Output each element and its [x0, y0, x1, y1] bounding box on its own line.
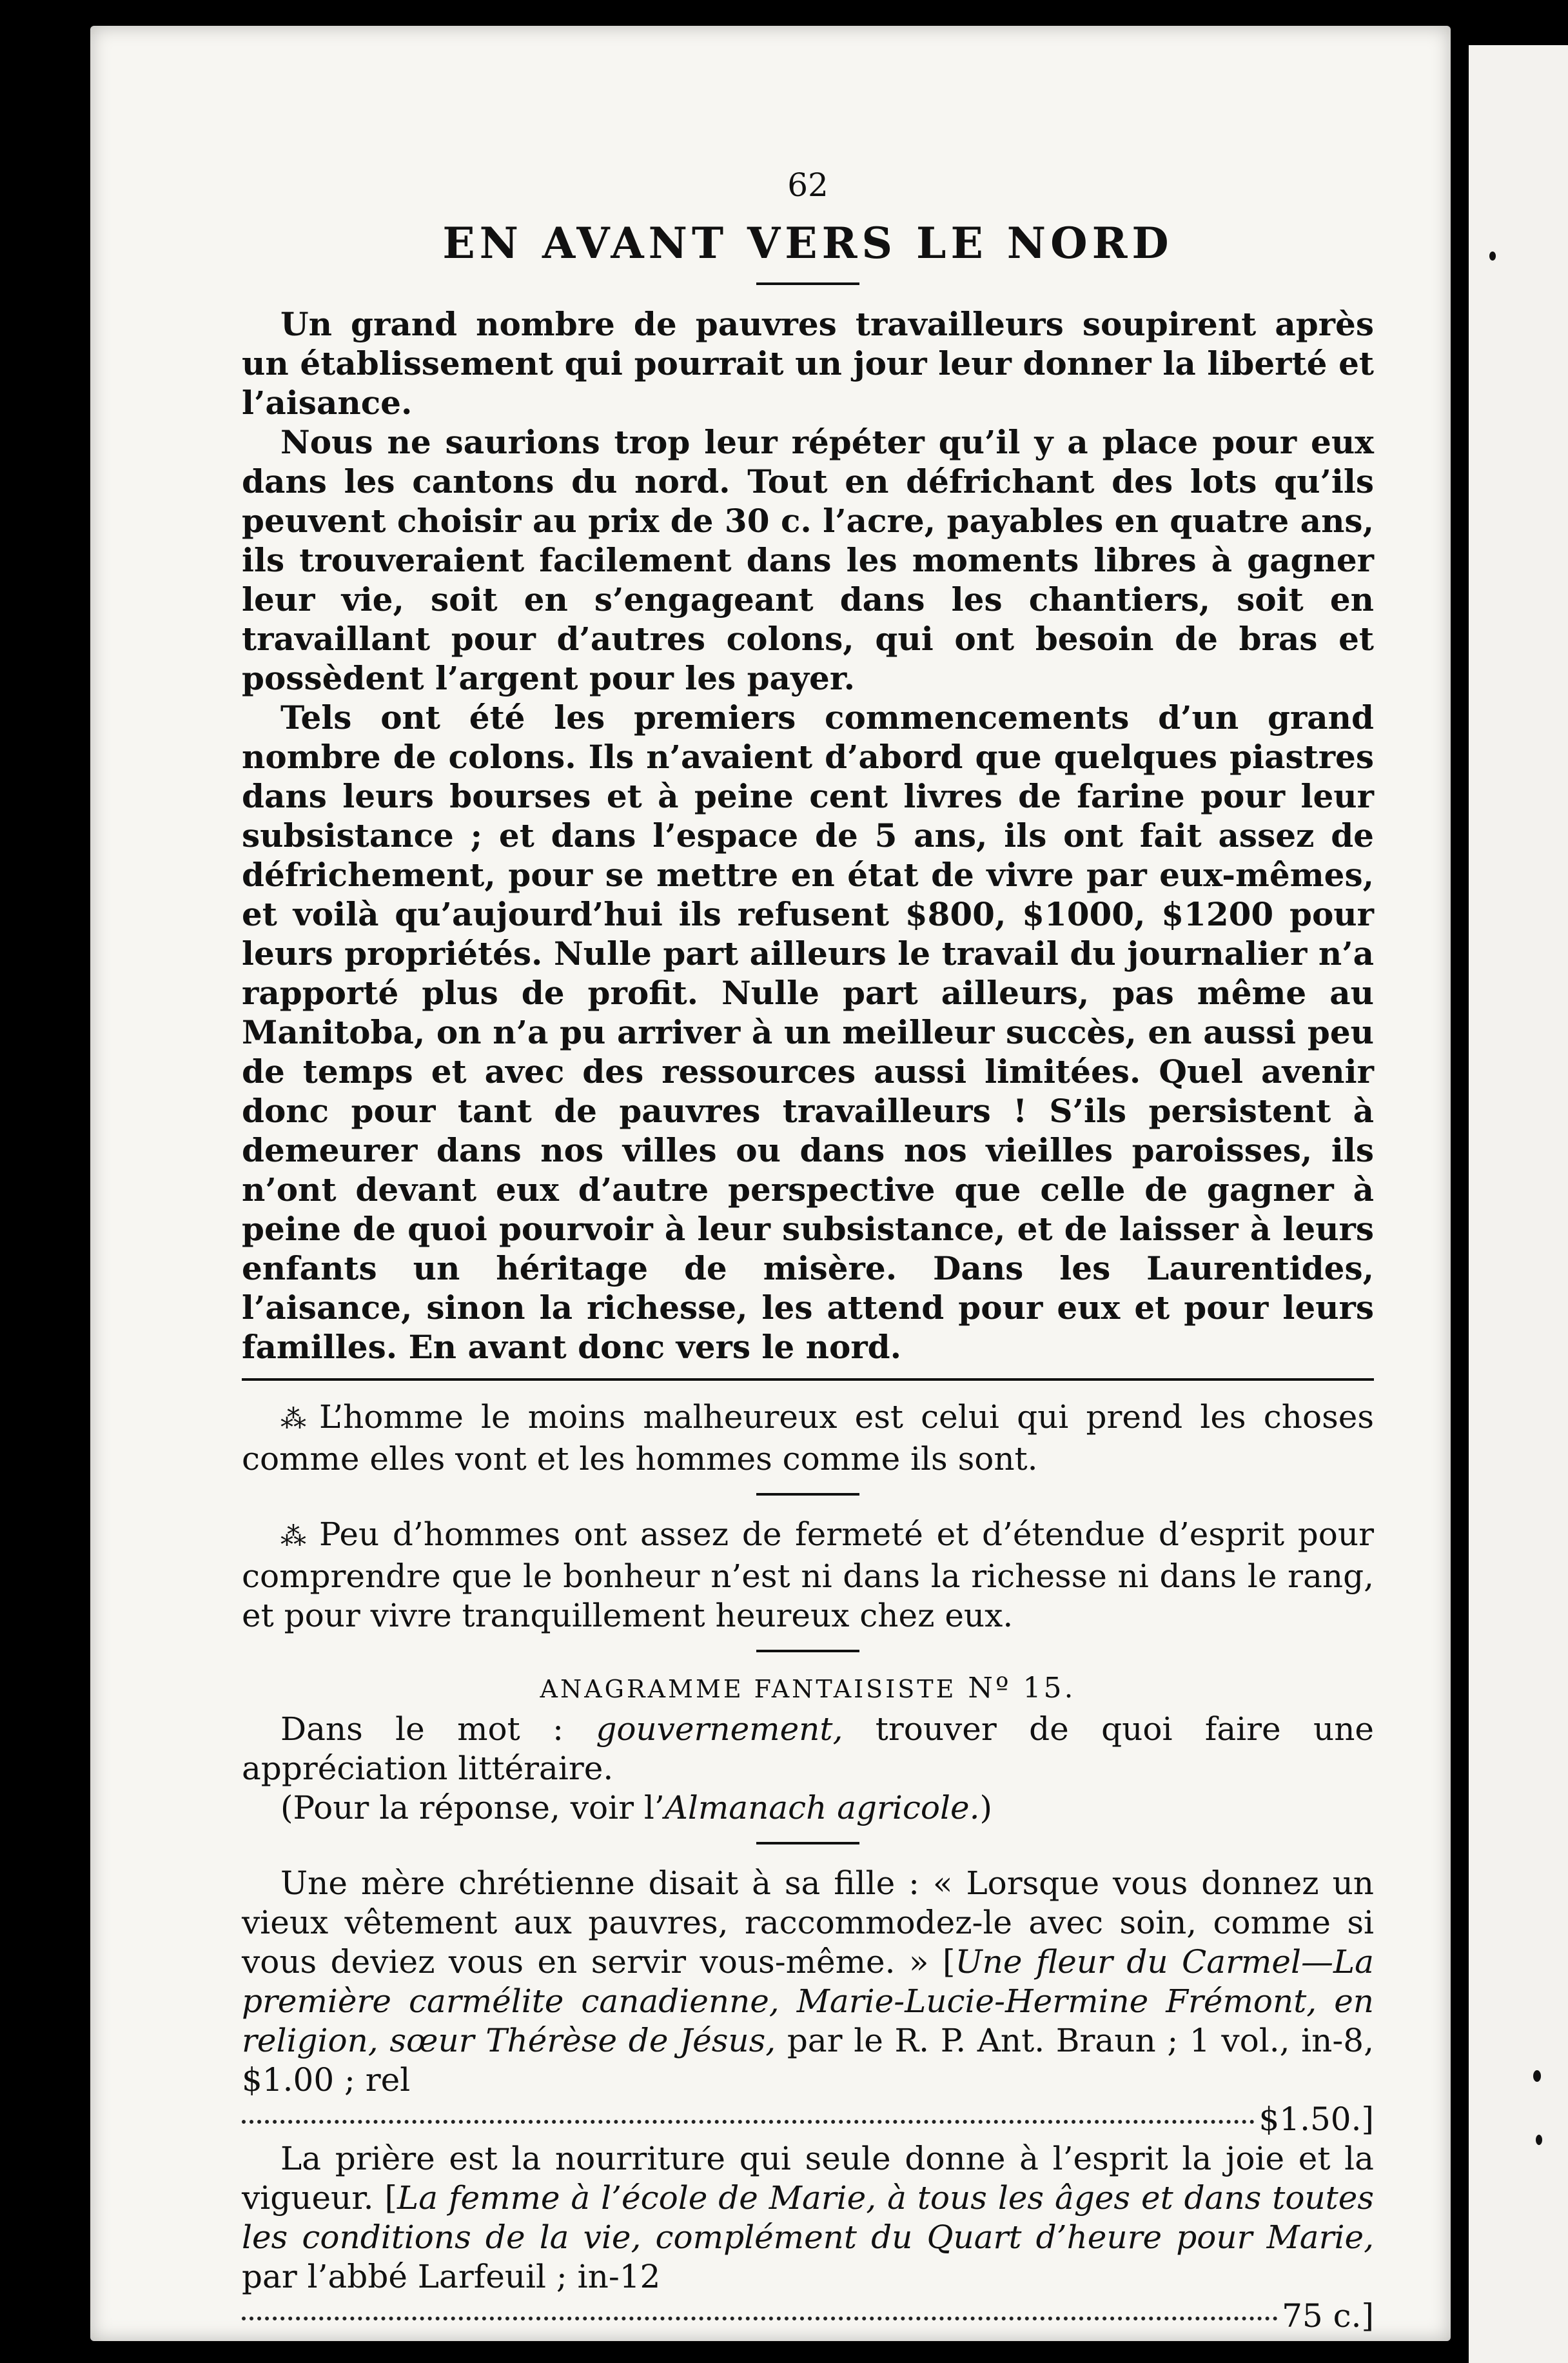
quote-text: Une mère chrétienne disait à sa fille : « Lorsque vous donnez un vieux vêtement aux pauvres, raccommodez-le avec soin, comme si vous deviez vous en servir vous-même. » — [242, 1864, 1374, 1981]
maxim — [242, 1398, 1374, 1479]
ink-speck — [1536, 2135, 1542, 2145]
price-line — [242, 2100, 1374, 2139]
paragraph: Un grand nombre de pauvres travailleurs soupirent après un établissement qui pourrait un jour leur donner la liberté et l’aisance. — [242, 305, 1374, 422]
ink-speck — [1489, 252, 1496, 261]
anagram-suffix: trouver de quoi faire une appréciation littéraire. — [242, 1710, 1374, 1787]
section-title: EN AVANT VERS LE NORD — [442, 218, 1173, 268]
section-divider — [242, 1378, 1374, 1381]
maxim-text: L’homme le moins malheureux est celui qui prend les choses comme elles vont et les hommes comme ils sont. — [242, 1398, 1374, 1478]
paragraph: Nous ne saurions trop leur répéter qu’il y a place pour eux dans les cantons du nord. Tout en défrichant des lots qu’ils peuvent choisir au prix de 30 c. l’acre, payables en quatre ans, ils trouveraient facilement dans les moments libres à gagner leur vie, soit en s’engageant dans les chantiers, soit en travaillant pour d’autres colons, qui ont besoin de bras et possèdent l’argent pour les payer. — [242, 423, 1374, 697]
page-number: 62 — [787, 166, 828, 204]
bracket: [ — [384, 2179, 397, 2217]
anagram-heading — [242, 1672, 1374, 1705]
quote-paragraph — [242, 1864, 1374, 2100]
quote-text: La prière est la nourriture qui seule donne à l’esprit la joie et la vigueur. — [242, 2140, 1374, 2217]
anagram-answer — [242, 1788, 1374, 1828]
anagram-number: Nº 15. — [968, 1672, 1076, 1705]
asterism-icon: ⁂ — [280, 1522, 306, 1552]
page-gutter-shadow — [1451, 45, 1469, 2167]
maxim — [242, 1515, 1374, 1636]
book-author: par le R. P. Ant. Braun ; 1 vol., in-8, $1.00 ; rel — [242, 2022, 1374, 2099]
page-content — [242, 166, 1374, 2336]
maxim-text: Peu d’hommes ont assez de fermeté et d’étendue d’esprit pour comprendre que le bonheur n’est ni dans la richesse ni dans le rang, et pour vivre tranquillement heureux chez eux. — [242, 1516, 1374, 1634]
dot-leader — [242, 2120, 1255, 2124]
book-title: Une fleur du Carmel—La première carmélite canadienne, Marie-Lucie-Hermine Frémont, en religion, sœur Thérèse de Jésus, — [242, 1943, 1374, 2059]
anagram-word: gouvernement, — [596, 1710, 843, 1748]
ink-speck — [1533, 2070, 1541, 2082]
dot-leader — [242, 2317, 1278, 2320]
divider — [756, 282, 859, 285]
book-title: La femme à l’école de Marie, à tous les âges et dans toutes les conditions de la vie, complément du Quart d’heure pour Marie, — [242, 2179, 1374, 2256]
divider — [756, 1650, 859, 1652]
answer-prefix: (Pour la réponse, voir l’ — [280, 1789, 665, 1826]
asterism-icon: ⁂ — [280, 1405, 306, 1434]
anagram-title: ANAGRAMME FANTAISISTE — [540, 1675, 957, 1703]
price-line — [242, 2297, 1374, 2336]
anagram-question — [242, 1710, 1374, 1788]
bracket: [ — [942, 1943, 956, 1981]
paragraph: Tels ont été les premiers commencements d’un grand nombre de colons. Ils n’avaient d’abord que quelques piastres dans leurs bourses et à peine cent livres de farine pour leur subsistance ; et dans l’espace de 5 ans, ils ont fait assez de défrichement, pour se mettre en état de vivre par eux-mêmes, et voilà qu’aujourd’hui ils refusent $800, $1000, $1200 pour leurs propriétés. Nulle part ailleurs le travail du journalier n’a rapporté plus de profit. Nulle part ailleurs, pas même au Manitoba, on n’a pu arriver à un meilleur succès, en aussi peu de temps et avec des ressources aussi limitées. Quel avenir donc pour tant de pauvres travailleurs ! S’ils persistent à demeurer dans nos villes ou dans nos vieilles paroisses, ils n’ont devant eux d’autre perspective que celle de gagner à peine de quoi pourvoir à leur subsistance, et de laisser à leurs enfants un héritage de misère. Dans les Laurentides, l’aisance, sinon la richesse, les attend pour eux et pour leurs familles. En avant donc vers le nord. — [242, 698, 1374, 1366]
book-author: par l’abbé Larfeuil ; in-12 — [242, 2258, 661, 2295]
anagram-prefix: Dans le mot : — [280, 1710, 564, 1748]
divider — [756, 1842, 859, 1844]
quote-paragraph — [242, 2139, 1374, 2297]
divider — [756, 1493, 859, 1496]
facing-page-edge — [1469, 45, 1568, 2363]
answer-suffix: ) — [979, 1789, 993, 1826]
book-price: $1.50.] — [1259, 2101, 1374, 2138]
answer-title: Almanach agricole. — [664, 1789, 980, 1826]
book-price: 75 c.] — [1282, 2297, 1374, 2335]
